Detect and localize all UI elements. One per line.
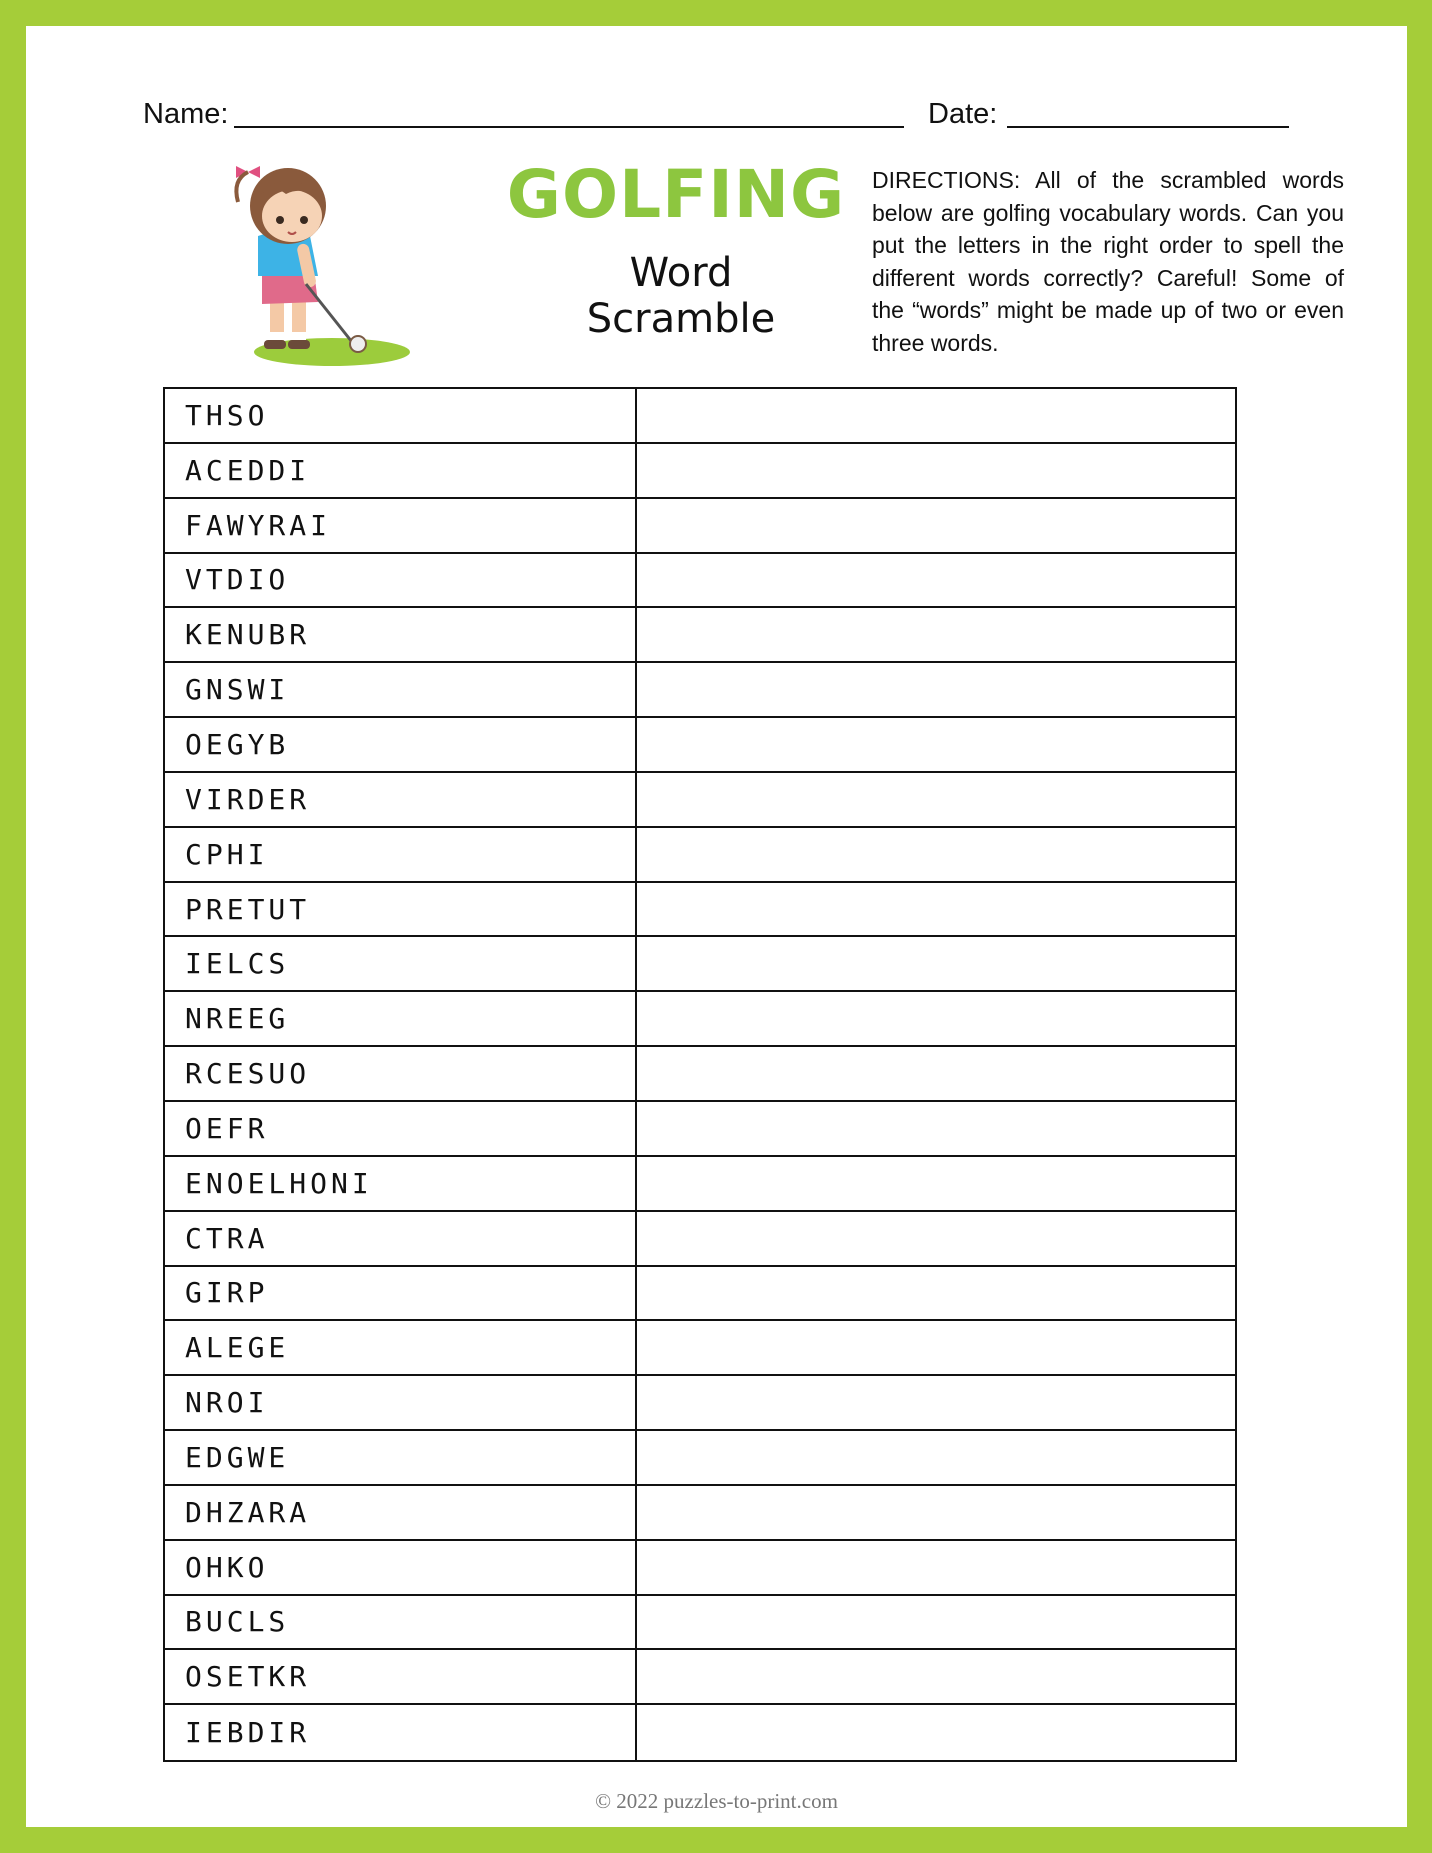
answer-cell[interactable] xyxy=(637,1267,1235,1320)
scrambled-word: CTRA xyxy=(165,1212,637,1265)
date-field[interactable] xyxy=(1007,126,1289,128)
answer-cell[interactable] xyxy=(637,1212,1235,1265)
table-row xyxy=(165,1541,1235,1596)
table-row xyxy=(165,1047,1235,1102)
scrambled-word: THSO xyxy=(165,389,637,442)
scrambled-word: DHZARA xyxy=(165,1486,637,1539)
answer-cell[interactable] xyxy=(637,389,1235,442)
scrambled-word: ACEDDI xyxy=(165,444,637,497)
answer-cell[interactable] xyxy=(637,1376,1235,1429)
table-row xyxy=(165,992,1235,1047)
table-row xyxy=(165,883,1235,938)
table-row xyxy=(165,1102,1235,1157)
answer-cell[interactable] xyxy=(637,554,1235,607)
answer-cell[interactable] xyxy=(637,444,1235,497)
scrambled-word: GIRP xyxy=(165,1267,637,1320)
table-row xyxy=(165,1267,1235,1322)
table-row xyxy=(165,1486,1235,1541)
scrambled-word: FAWYRAI xyxy=(165,499,637,552)
scrambled-word: VTDIO xyxy=(165,554,637,607)
word-scramble-table xyxy=(163,387,1237,1762)
scrambled-word: EDGWE xyxy=(165,1431,637,1484)
scrambled-word: GNSWI xyxy=(165,663,637,716)
answer-cell[interactable] xyxy=(637,1102,1235,1155)
girl-golfer-icon xyxy=(222,144,422,374)
scrambled-word: ALEGE xyxy=(165,1321,637,1374)
answer-cell[interactable] xyxy=(637,608,1235,661)
table-row xyxy=(165,1157,1235,1212)
answer-cell[interactable] xyxy=(637,1486,1235,1539)
scrambled-word: OEGYB xyxy=(165,718,637,771)
table-row xyxy=(165,773,1235,828)
scrambled-word: OEFR xyxy=(165,1102,637,1155)
page-title: GOLFING xyxy=(506,156,846,233)
scrambled-word: IELCS xyxy=(165,937,637,990)
scrambled-word: VIRDER xyxy=(165,773,637,826)
scrambled-word: KENUBR xyxy=(165,608,637,661)
worksheet-page xyxy=(26,26,1407,1827)
table-row xyxy=(165,828,1235,883)
answer-cell[interactable] xyxy=(637,1047,1235,1100)
scrambled-word: ENOELHONI xyxy=(165,1157,637,1210)
scrambled-word: OSETKR xyxy=(165,1650,637,1703)
answer-cell[interactable] xyxy=(637,992,1235,1045)
table-row xyxy=(165,608,1235,663)
table-row xyxy=(165,444,1235,499)
name-label: Name: xyxy=(143,98,229,130)
scrambled-word: IEBDIR xyxy=(165,1705,637,1760)
answer-cell[interactable] xyxy=(637,773,1235,826)
subtitle-word: Word xyxy=(629,250,733,296)
table-row xyxy=(165,1650,1235,1705)
table-row xyxy=(165,389,1235,444)
page-subtitle xyxy=(546,250,816,342)
table-row xyxy=(165,1596,1235,1651)
table-row xyxy=(165,1376,1235,1431)
table-row xyxy=(165,1705,1235,1760)
answer-cell[interactable] xyxy=(637,883,1235,936)
answer-cell[interactable] xyxy=(637,499,1235,552)
scrambled-word: PRETUT xyxy=(165,883,637,936)
scrambled-word: OHKO xyxy=(165,1541,637,1594)
table-row xyxy=(165,554,1235,609)
table-row xyxy=(165,718,1235,773)
scrambled-word: RCESUO xyxy=(165,1047,637,1100)
answer-cell[interactable] xyxy=(637,1650,1235,1703)
answer-cell[interactable] xyxy=(637,718,1235,771)
table-row xyxy=(165,499,1235,554)
date-label: Date: xyxy=(928,98,998,130)
table-row xyxy=(165,663,1235,718)
name-field[interactable] xyxy=(234,126,904,128)
answer-cell[interactable] xyxy=(637,663,1235,716)
answer-cell[interactable] xyxy=(637,1596,1235,1649)
answer-cell[interactable] xyxy=(637,1705,1235,1760)
table-row xyxy=(165,1431,1235,1486)
copyright-footer: © 2022 puzzles-to-print.com xyxy=(595,1789,838,1813)
answer-cell[interactable] xyxy=(637,1157,1235,1210)
directions-text: DIRECTIONS: All of the scrambled words below are golfing vocabulary words. Can you put the letters in the right order to spell the different words correctly? Careful! Some of the “words” might be made up of two or even three words. xyxy=(872,167,1344,356)
scrambled-word: BUCLS xyxy=(165,1596,637,1649)
table-row xyxy=(165,1321,1235,1376)
answer-cell[interactable] xyxy=(637,1541,1235,1594)
scrambled-word: NREEG xyxy=(165,992,637,1045)
answer-cell[interactable] xyxy=(637,1321,1235,1374)
subtitle-scramble: Scramble xyxy=(586,296,776,342)
answer-cell[interactable] xyxy=(637,1431,1235,1484)
scrambled-word: NROI xyxy=(165,1376,637,1429)
table-row xyxy=(165,1212,1235,1267)
answer-cell[interactable] xyxy=(637,937,1235,990)
table-row xyxy=(165,937,1235,992)
answer-cell[interactable] xyxy=(637,828,1235,881)
scrambled-word: CPHI xyxy=(165,828,637,881)
